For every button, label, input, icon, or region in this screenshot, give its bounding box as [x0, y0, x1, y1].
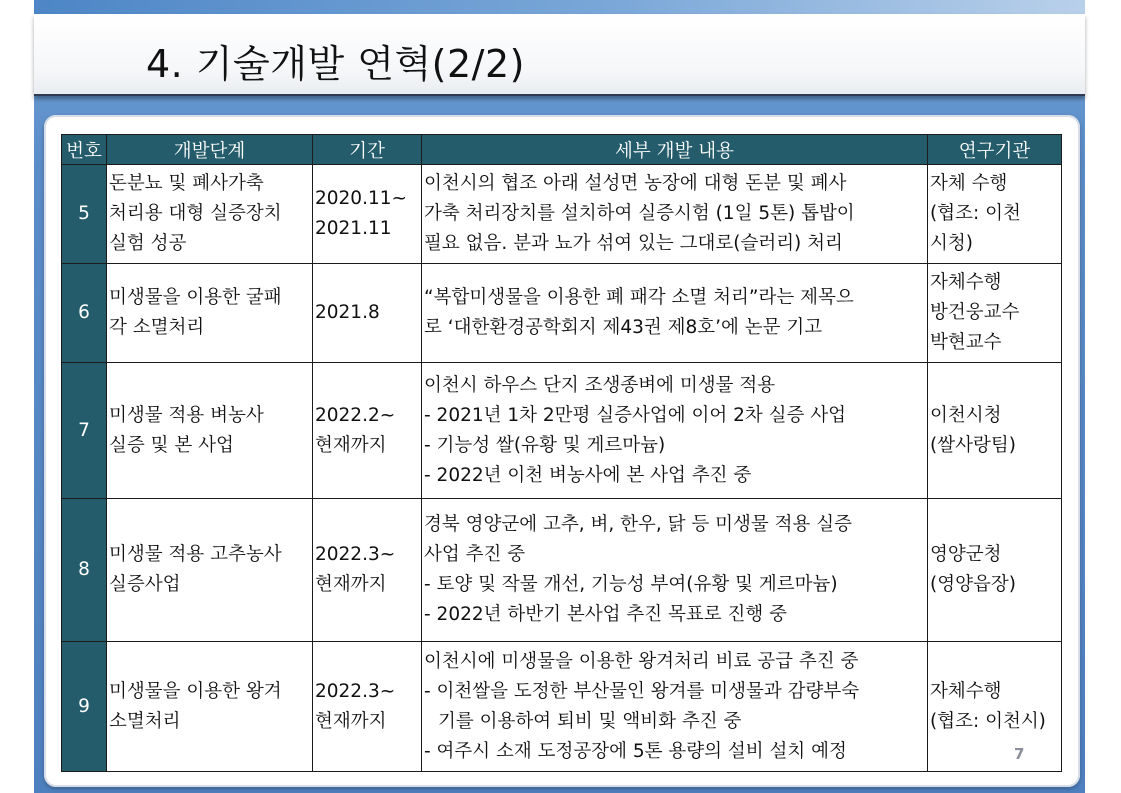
organization-line: 시청): [930, 233, 973, 254]
stage-cell: [107, 642, 313, 772]
slide-title: 4. 기술개발 연혁(2/2): [146, 42, 525, 86]
organization-cell: [928, 264, 1062, 363]
header-organization: 연구기관: [928, 135, 1062, 165]
period-cell: [313, 363, 422, 499]
organization-line: 자체수행: [930, 680, 1002, 702]
table-row: [62, 499, 1062, 642]
details-line: - 2022년 이천 벼농사에 본 사업 추진 중: [424, 464, 752, 486]
header-stage: 개발단계: [107, 135, 313, 165]
organization-line: (협조: 이천: [930, 203, 1021, 224]
development-history-table: [61, 134, 1062, 772]
stage-line: 소멸처리: [109, 710, 181, 732]
organization-line: 박현교수: [930, 332, 1002, 353]
stage-line: 실험 성공: [109, 233, 187, 254]
stage-cell: [107, 499, 313, 642]
period-line: 2022.2~: [315, 404, 396, 426]
stage-line: 미생물을 이용한 왕겨: [109, 680, 282, 702]
organization-line: 이천시청: [930, 404, 1002, 426]
details-cell: [422, 642, 928, 772]
table-row: [62, 363, 1062, 499]
organization-cell: [928, 165, 1062, 264]
details-cell: [422, 363, 928, 499]
organization-line: (영양읍장): [930, 574, 1016, 595]
details-line: - 토양 및 작물 개선, 기능성 부여(유황 및 게르마늄): [424, 574, 838, 595]
details-line: 사업 추진 중: [424, 544, 526, 565]
details-cell: [422, 499, 928, 642]
details-cell: [422, 165, 928, 264]
details-line: 필요 없음. 분과 뇨가 섞여 있는 그대로(슬러리) 처리: [424, 233, 843, 254]
stage-line: 처리용 대형 실증장치: [109, 203, 282, 224]
row-number: 6: [62, 264, 107, 363]
period-cell: [313, 264, 422, 363]
stage-cell: [107, 165, 313, 264]
organization-line: 방건웅교수: [930, 302, 1020, 323]
row-number: 9: [62, 642, 107, 772]
period-line: 2022.3~: [315, 680, 396, 702]
organization-line: 영양군청: [930, 544, 1002, 565]
details-line: “복합미생물을 이용한 폐 패각 소멸 처리”라는 제목으: [424, 287, 854, 308]
details-line: 경북 영양군에 고추, 벼, 한우, 닭 등 미생물 적용 실증: [424, 514, 852, 535]
details-line: - 기능성 쌀(유황 및 게르마늄): [424, 434, 666, 456]
header-number: 번호: [62, 135, 107, 165]
stage-line: 돈분뇨 및 폐사가축: [109, 173, 264, 194]
period-line: 2021.8: [315, 302, 380, 323]
stage-cell: [107, 363, 313, 499]
stage-line: 실증 및 본 사업: [109, 434, 234, 456]
table-row: [62, 165, 1062, 264]
stage-cell: [107, 264, 313, 363]
organization-line: 자체 수행: [930, 173, 1008, 194]
details-line: - 2022년 하반기 본사업 추진 목표로 진행 중: [424, 604, 787, 625]
organization-cell: [928, 642, 1062, 772]
period-line: 현재까지: [315, 574, 387, 595]
stage-line: 미생물 적용 고추농사: [109, 544, 282, 565]
period-cell: [313, 499, 422, 642]
period-line: 현재까지: [315, 434, 387, 456]
details-cell: [422, 264, 928, 363]
row-number: 7: [62, 363, 107, 499]
period-line: 2022.3~: [315, 544, 396, 565]
details-line: 기를 이용하여 퇴비 및 액비화 추진 중: [438, 710, 742, 732]
top-accent-strip: [34, 0, 1085, 14]
stage-line: 각 소멸처리: [109, 317, 205, 338]
details-line: 이천시 하우스 단지 조생종벼에 미생물 적용: [424, 374, 776, 396]
organization-line: (협조: 이천시): [930, 710, 1046, 732]
organization-cell: [928, 363, 1062, 499]
period-line: 현재까지: [315, 710, 387, 732]
header-details: 세부 개발 내용: [422, 135, 928, 165]
stage-line: 미생물을 이용한 굴패: [109, 287, 282, 308]
row-number: 5: [62, 165, 107, 264]
details-line: 가축 처리장치를 설치하여 실증시험 (1일 5톤) 톱밥이: [424, 203, 855, 224]
period-line: 2021.11: [315, 218, 392, 239]
stage-line: 실증사업: [109, 574, 181, 595]
table-row: [62, 264, 1062, 363]
details-line: 이천시의 협조 아래 설성면 농장에 대형 돈분 및 폐사: [424, 173, 847, 194]
organization-line: (쌀사랑팀): [930, 434, 1016, 456]
table-row: [62, 642, 1062, 772]
details-line: 이천시에 미생물을 이용한 왕겨처리 비료 공급 추진 중: [424, 650, 859, 672]
period-cell: [313, 165, 422, 264]
organization-line: 자체수행: [930, 272, 1002, 293]
details-line: - 여주시 소재 도정공장에 5톤 용량의 설비 설치 예정: [424, 740, 847, 762]
period-line: 2020.11~: [315, 188, 408, 209]
details-line: - 이천쌀을 도정한 부산물인 왕겨를 미생물과 감량부숙: [424, 680, 860, 702]
stage-line: 미생물 적용 벼농사: [109, 404, 264, 426]
page-number: 7: [1014, 745, 1025, 763]
period-cell: [313, 642, 422, 772]
organization-cell: [928, 499, 1062, 642]
header-period: 기간: [313, 135, 422, 165]
details-line: - 2021년 1차 2만평 실증사업에 이어 2차 실증 사업: [424, 404, 847, 426]
table-header-row: [62, 135, 1062, 165]
details-line: 로 ‘대한환경공학회지 제43권 제8호’에 논문 기고: [424, 317, 823, 338]
row-number: 8: [62, 499, 107, 642]
